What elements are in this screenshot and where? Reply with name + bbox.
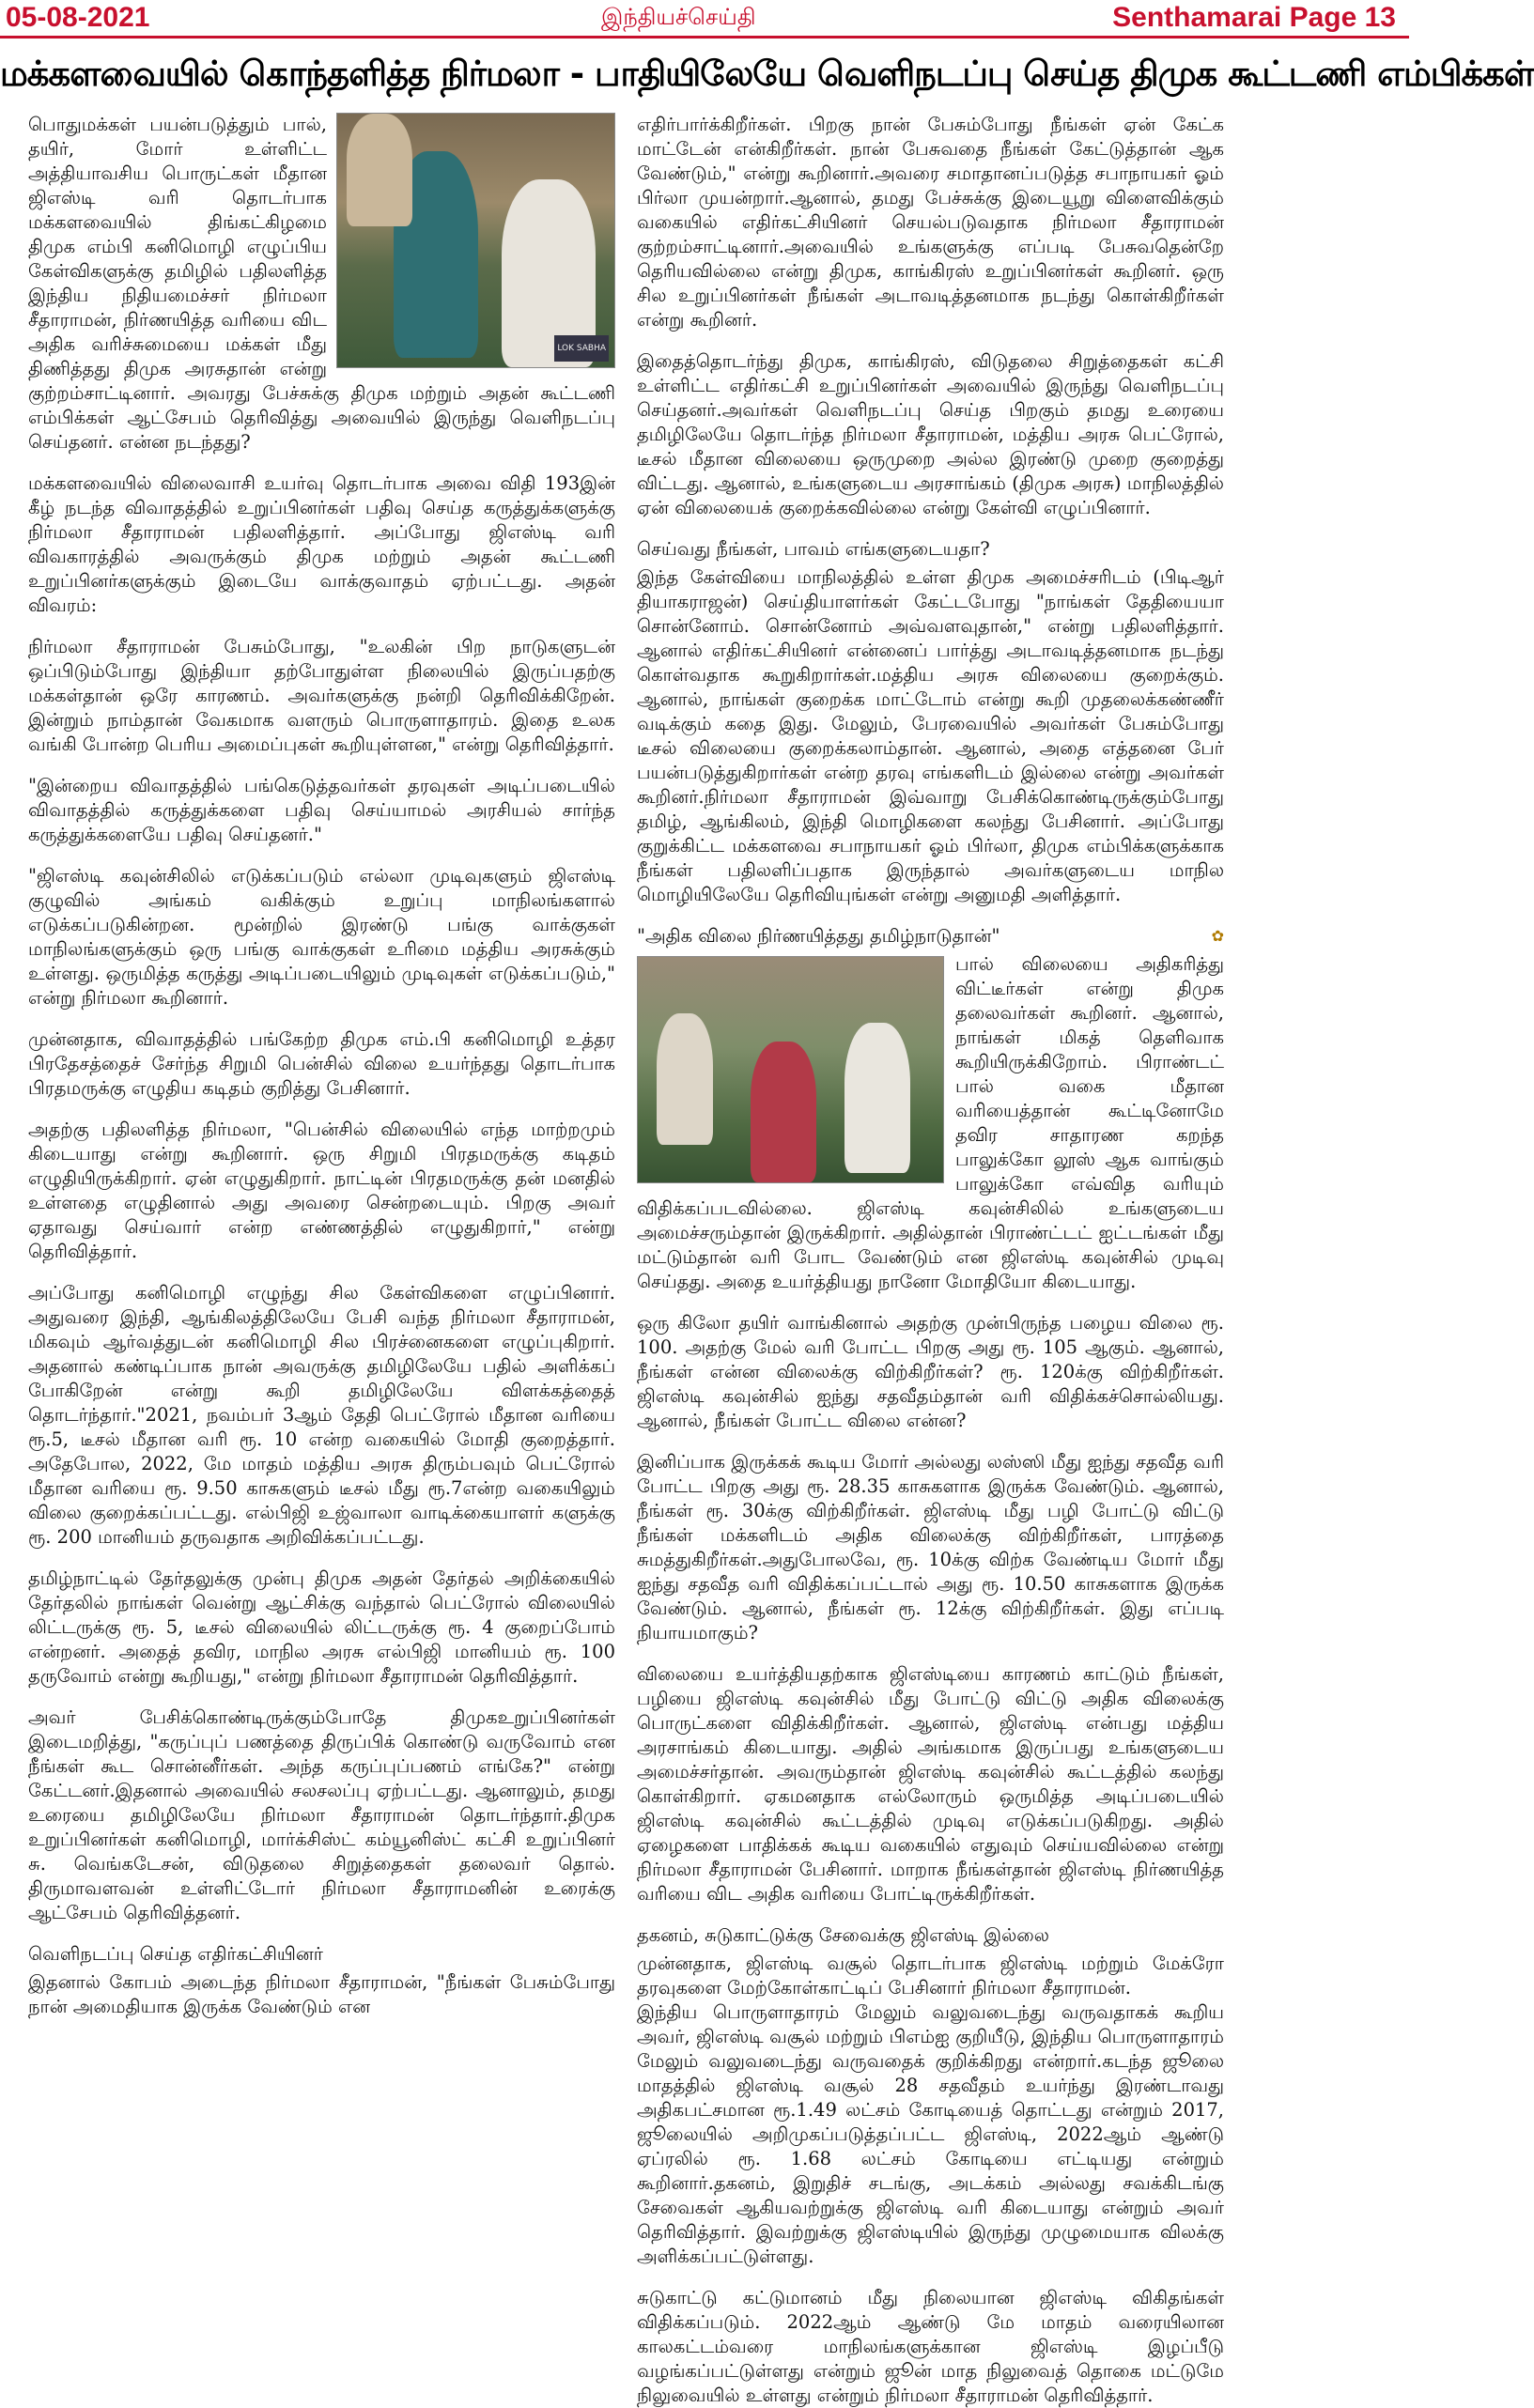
article-paragraph: இந்த கேள்வியை மாநிலத்தில் உள்ள திமுக அமைச்சரிடம் (பிடிஆர் தியாகராஜன்) செய்தியாளர்கள் கேட்டபோது "நாங்கள் தேதியையா சொன்னோம். சொன்னோம் அவ்வளவுதான்," என்று பதிலளித்தார். ஆனால் எதிர்கட்சியினர் என்னைப் பார்த்து அடாவடித்தனமாக நடந்து கொள்வதாக கூறுகிறார்கள்.மத்திய அரசு விலையை குறைக்கும். ஆனால், நாங்கள் குறைக்க மாட்டோம் என்று கூறி முதலைக்கண்ணீர் வடிக்கும் கதை இது. மேலும், பேரவையில் அவர்கள் பேசும்போது டீசல் விலையை குறைக்கலாம்தான். ஆனால், அதை எத்தனை பேர் பயன்படுத்துகிறார்கள் என்ற தரவு எங்களிடம் இல்லை என்று அவர்கள் கூறினர்.நிர்மலா சீதாராமன் இவ்வாறு பேசிக்கொண்டிருக்கும்போது தமிழ், ஆங்கிலம், இந்தி மொழிகளை கலந்து பேசினார். அப்போது குறுக்கிட்ட மக்களவை சபாநாயகர் ஓம் பிர்லா, திமுக எம்பிக்களுக்காக நீங்கள் பதிலளிப்பதாக இருந்தால் அவர்களுடைய மாநில மொழியிலேயே தெரிவியுங்கள் என்று அனுமதி அளித்தார். — [637, 566, 1224, 905]
article-paragraph: மக்களவையில் விலைவாசி உயர்வு தொடர்பாக அவை விதி 193இன் கீழ் நடந்த விவாதத்தில் உறுப்பினர்கள் பதிவு செய்த கருத்துக்களுக்கு நிர்மலா சீதாராமன் பதிலளித்தார். அப்போது ஜிஎஸ்டி வரி விவகாரத்தில் அவருக்கும் திமுக மற்றும் அதன் கூட்டணி உறுப்பினர்களுக்கும் இடையே வாக்குவாதம் ஏற்பட்டது. அதன் விவரம்: — [28, 472, 615, 616]
masthead-rule — [0, 36, 1409, 39]
article-paragraph: இந்திய பொருளாதாரம் மேலும் வலுவடைந்து வருவதாகக் கூறிய அவர், ஜிஎஸ்டி வசூல் மற்றும் பிஎம்ஐ குறியீடு, இந்திய பொருளாதாரம் மேலும் வலுவடைந்து வருவதைக் குறிக்கிறது என்றார்.கடந்த ஜூலை மாதத்தில் ஜிஎஸ்டி வசூல் 28 சதவீதம் உயர்ந்து இரண்டாவது அதிகபட்சமான ரூ.1.49 லட்சம் கோடியைத் தொட்டது என்றும் 2017, ஜூலையில் அறிமுகப்படுத்தப்பட்ட ஜிஎஸ்டி, 2022ஆம் ஆண்டு ஏப்ரலில் ரூ. 1.68 லட்சம் கோடியை எட்டியது என்றும் கூறினார்.தகனம், இறுதிச் சடங்கு, அடக்கம் அல்லது சவக்கிடங்கு சேவைகள் ஆகியவற்றுக்கு ஜிஎஸ்டி வரி கிடையாது என்றும் அவர் தெரிவித்தார். இவற்றுக்கு ஜிஎஸ்டியில் இருந்து முழுமையாக விலக்கு அளிக்கப்பட்டுள்ளது. — [637, 2001, 1224, 2267]
photo-caption-tag: LOK SABHA — [554, 335, 609, 362]
headline: மக்களவையில் கொந்தளித்த நிர்மலா - பாதியிலேயே வெளிநடப்பு செய்த திமுக கூட்டணி எம்பிக்கள் — [0, 54, 1534, 94]
article-paragraph: இதனால் கோபம் அடைந்த நிர்மலா சீதாராமன், "நீங்கள் பேசும்போது நான் அமைதியாக இருக்க வேண்டும் என — [28, 1971, 615, 2017]
article-paragraph: பால் விலையை அதிகரித்து விட்டீர்கள் என்று திமுக தலைவர்கள் கூறினர். ஆனால், நாங்கள் மிகத் தெளிவாக கூறியிருக்கிறோம். பிராண்டட் பால் வகை மீதான வரியைத்தான் கூட்டினோமே தவிர சாதாரண கறந்த பாலுக்கோ லூஸ் ஆக வாங்கும் பாலுக்கோ எவ்வித வரியும் விதிக்கப்படவில்லை. ஜிஎஸ்டி கவுன்சிலில் உங்களுடைய அமைச்சரும்தான் இருக்கிறார். அதில்தான் பிராண்ட்டட் ஐட்டங்கள் மீது மட்டும்தான் வரி போட வேண்டும் என ஜிஎஸ்டி கவுன்சில் முடிவு செய்தது. அதை உயர்த்தியது நானோ மோதியோ கிடையாது. — [637, 953, 1224, 1292]
article-paragraph: முன்னதாக, ஜிஎஸ்டி வசூல் தொடர்பாக ஜிஎஸ்டி மற்றும் மேக்ரோ தரவுகளை மேற்கோள்காட்டிப் பேசினார் நிர்மலா சீதாராமன். — [637, 1953, 1224, 1999]
article-paragraph: முன்னதாக, விவாதத்தில் பங்கேற்ற திமுக எம்.பி கனிமொழி உத்தர பிரதேசத்தைச் சேர்ந்த சிறுமி பென்சில் விலை உயர்ந்தது தொடர்பாக பிரதமருக்கு எழுதிய கடிதம் குறித்து பேசினார். — [28, 1028, 615, 1099]
photo-figure — [347, 114, 412, 226]
article-paragraph: விலையை உயர்த்தியதற்காக ஜிஎஸ்டியை காரணம் காட்டும் நீங்கள், பழியை ஜிஎஸ்டி கவுன்சில் மீது போட்டு விட்டு அதிக விலைக்கு பொருட்களை விதிக்கிறீர்கள். ஆனால், ஜிஎஸ்டி என்பது மத்திய அரசாங்கம் கிடையாது. அதில் அங்கமாக இருப்பது உங்களுடைய அமைச்சர்தான். அவரும்தான் ஜிஎஸ்டி கவுன்சில் கூட்டத்தில் கலந்து கொள்கிறார். ஏகமனதாக எல்லோரும் ஒருமித்த அடிப்படையில் ஜிஎஸ்டி கவுன்சில் கூட்டத்தில் முடிவு எடுக்கப்படுகிறது. அதில் ஏழைகளை பாதிக்கக் கூடிய வகையில் எதுவும் செய்யவில்லை என்று நிர்மலா சீதாராமன் பேசினார். மாறாக நீங்கள்தான் ஜிஎஸ்டி நிர்ணயித்த வரியை விட அதிக வரியை போட்டிருக்கிறீர்கள். — [637, 1663, 1224, 1905]
subheading — [637, 924, 1224, 949]
article-paragraph: "ஜிஎஸ்டி கவுன்சிலில் எடுக்கப்படும் எல்லா முடிவுகளும் ஜிஎஸ்டி குழுவில் அங்கம் வகிக்கும் உறுப்பு மாநிலங்களால் எடுக்கப்படுகின்றன. மூன்றில் இரண்டு பங்கு வாக்குகள் மாநிலங்களுக்கும் ஒரு பங்கு வாக்குகள் உரிமை மத்திய அரசுக்கும் உள்ளது. ஒருமித்த கருத்து அடிப்படையிலும் முடிவுகள் எடுக்கப்படும்," என்று நிர்மலா கூறினார். — [28, 865, 615, 1009]
paper-name: Senthamarai — [1112, 2, 1282, 33]
article-paragraph: நிர்மலா சீதாராமன் பேசும்போது, "உலகின் பிற நாடுகளுடன் ஒப்பிடும்போது இந்தியா தற்போதுள்ள நிலையில் இருப்பதற்கு மக்கள்தான் ஒரே காரணம். அவர்களுக்கு நன்றி தெரிவிக்கிறேன். இன்றும் நாம்தான் வேகமாக வளரும் பொருளாதாரம். இதை உலக வங்கி போன்ற பெரிய அமைப்புகள் கூறியுள்ளன," என்று தெரிவித்தார். — [28, 636, 615, 755]
issue-date: 05-08-2021 — [6, 2, 150, 33]
article-paragraph: அப்போது கனிமொழி எழுந்து சில கேள்விகளை எழுப்பினார். அதுவரை இந்தி, ஆங்கிலத்திலேயே பேசி வந்த நிர்மலா சீதாராமன், மிகவும் ஆர்வத்துடன் கனிமொழி சில பிரச்னைகளை எழுப்புகிறார். அதனால் கண்டிப்பாக நான் அவருக்கு தமிழிலேயே பதில் அளிக்கப் போகிறேன் என்று கூறி தமிழிலேயே விளக்கத்தைத் தொடர்ந்தார்."2021, நவம்பர் 3ஆம் தேதி பெட்ரோல் மீதான வரியை ரூ.5, டீசல் மீதான வரி ரூ. 10 என்ற வகையில் மோதி குறைத்தார். அதேபோல, 2022, மே மாதம் மத்திய அரசு திரும்பவும் பெட்ரோல் மீதான வரியை ரூ. 9.50 காசுகளும் டீசல் மீது ரூ.7என்ற வகையிலும் விலை குறைக்கப்பட்டது. எல்பிஜி உஜ்வாலா வாடிக்கையாளர் களுக்கு ரூ. 200 மானியம் தருவதாக அறிவிக்கப்பட்டது. — [28, 1282, 615, 1548]
right-column — [637, 113, 1224, 2406]
page-number: Page 13 — [1289, 2, 1396, 33]
photo-house-session — [637, 956, 944, 1183]
subheading-text: "அதிக விலை நிர்ணயித்தது தமிழ்நாடுதான்" — [637, 925, 1000, 947]
subheading: வெளிநடப்பு செய்த எதிர்கட்சியினர் — [28, 1943, 323, 1965]
section-name: இந்தியச்செய்தி — [601, 4, 756, 30]
photo-figure — [657, 1013, 713, 1145]
photo-figure — [844, 1023, 910, 1173]
article-paragraph: இதைத்தொடர்ந்து திமுக, காங்கிரஸ், விடுதலை சிறுத்தைகள் கட்சி உள்ளிட்ட எதிர்கட்சி உறுப்பினர்கள் அவையில் இருந்து வெளிநடப்பு செய்தனர்.அவர்கள் வெளிநடப்பு செய்த பிறகும் தமது உரையை தமிழிலேயே தொடர்ந்த நிர்மலா சீதாராமன், மத்திய அரசு பெட்ரோல், டீசல் மீதான விலையை ஒருமுறை அல்ல இரண்டு முறை குறைத்து விட்டது. ஆனால், உங்களுடைய அரசாங்கம் (திமுக அரசு) மாநிலத்தில் ஏன் விலையைக் குறைக்கவில்லை என்று கேள்வி எழுப்பினார். — [637, 350, 1224, 518]
paper-page-label — [1112, 2, 1396, 34]
left-column — [28, 113, 615, 2169]
article-paragraph: ஒரு கிலோ தயிர் வாங்கினால் அதற்கு முன்பிருந்த பழைய விலை ரூ. 100. அதற்கு மேல் வரி போட்ட பிறகு அது ரூ. 105 ஆகும். ஆனால், நீங்கள் என்ன விலைக்கு விற்கிறீர்கள்? ரூ. 120க்கு விற்கிறீர்கள். ஜிஎஸ்டி கவுன்சில் ஐந்து சதவீதம்தான் வரி விதிக்கச்சொல்லியது. ஆனால், நீங்கள் போட்ட விலை என்ன? — [637, 1312, 1224, 1431]
subheading: செய்வது நீங்கள், பாவம் எங்களுடையதா? — [637, 538, 990, 560]
article-paragraph: அவர் பேசிக்கொண்டிருக்கும்போதே திமுகஉறுப்பினர்கள் இடைமறித்து, "கருப்புப் பணத்தை திருப்பிக் கொண்டு வருவோம் என நீங்கள் கூட சொன்னீர்கள். அந்த கருப்புப்பணம் எங்கே?" என்று கேட்டனர்.இதனால் அவையில் சலசலப்பு ஏற்பட்டது. ஆனாலும், தமது உரையை தமிழிலேயே நிர்மலா சீதாராமன் தொடர்ந்தார்.திமுக உறுப்பினர்கள் கனிமொழி, மார்க்சிஸ்ட் கம்யூனிஸ்ட் கட்சி உறுப்பினர் சு. வெங்கடேசன், விடுதலை சிறுத்தைகள் தலைவர் தொல். திருமாவளவன் உள்ளிட்டோர் நிர்மலா சீதாராமனின் உரைக்கு ஆட்சேபம் தெரிவித்தனர். — [28, 1706, 615, 1923]
masthead — [0, 0, 1409, 34]
article-paragraph: அதற்கு பதிலளித்த நிர்மலா, "பென்சில் விலையில் எந்த மாற்றமும் கிடையாது என்று கூறினார். ஒரு சிறுமி பிரதமருக்கு கடிதம் எழுதியிருக்கிறார். ஏன் எழுதுகிறார். நாட்டின் பிரதமருக்கு தன் மனதில் உள்ளதை எழுதினால் அது அவரை சென்றடையும். பிறகு அவர் ஏதாவது செய்வார் என்ற எண்ணத்தில் எழுதுகிறார்," என்று தெரிவித்தார். — [28, 1119, 615, 1262]
article-paragraph: தமிழ்நாட்டில் தேர்தலுக்கு முன்பு திமுக அதன் தேர்தல் அறிக்கையில் தேர்தலில் நாங்கள் வென்று ஆட்சிக்கு வந்தால் பெட்ரோல் விலையில் லிட்டருக்கு ரூ. 5, டீசல் விலையில் லிட்டருக்கு ரூ. 4 குறைப்போம் என்றனர். அதைத் தவிர, மாநில அரசு எல்பிஜி மானியம் ரூ. 100 தருவோம் என்று கூறியது," என்று நிர்மலா சீதாராமன் தெரிவித்தார். — [28, 1567, 615, 1687]
article-paragraph: இனிப்பாக இருக்கக் கூடிய மோர் அல்லது லஸ்ஸி மீது ஐந்து சதவீத வரி போட்ட பிறகு அது ரூ. 28.35 காசுகளாக இருக்க வேண்டும். ஆனால், நீங்கள் ரூ. 30க்கு விற்கிறீர்கள். ஜிஎஸ்டி மீது பழி போட்டு விட்டு நீங்கள் மக்களிடம் அதிக விலைக்கு விற்கிறீர்கள், பாரத்தை சுமத்துகிறீர்கள்.அதுபோலவே, ரூ. 10க்கு விற்க வேண்டிய மோர் மீது ஐந்து சதவீத வரி விதிக்கப்பட்டால் அது ரூ. 10.50 காசுகளாக இருக்க வேண்டும். ஆனால், நீங்கள் ரூ. 12க்கு விற்கிறீர்கள். இது எப்படி நியாயமாகும்? — [637, 1451, 1224, 1644]
photo-figure — [751, 1042, 816, 1182]
photo-nirmala-speaking — [336, 113, 615, 368]
article-paragraph: சுடுகாட்டு கட்டுமானம் மீது நிலையான ஜிஎஸ்டி விகிதங்கள் விதிக்கப்படும். 2022ஆம் ஆண்டு மே மாதம் வரையிலான காலகட்டம்வரை மாநிலங்களுக்கான ஜிஎஸ்டி இழப்பீடு வழங்கப்பட்டுள்ளது என்றும் ஜூன் மாத நிலுவைத் தொகை மட்டுமே நிலுவையில் உள்ளது என்றும் நிர்மலா சீதாராமன் தெரிவித்தார். — [637, 2287, 1224, 2406]
article-paragraph: "இன்றைய விவாதத்தில் பங்கெடுத்தவர்கள் தரவுகள் அடிப்படையில் விவாதத்தில் கருத்துக்களை பதிவு செய்யாமல் அரசியல் சார்ந்த கருத்துக்களையே பதிவு செய்தனர்." — [28, 775, 615, 845]
subheading: தகனம், சுடுகாட்டுக்கு சேவைக்கு ஜிஎஸ்டி இல்லை — [637, 1924, 1049, 1946]
article-paragraph: பொதுமக்கள் பயன்படுத்தும் பால், தயிர், மோர் உள்ளிட்ட அத்தியாவசிய பொருட்கள் மீதான ஜிஎஸ்டி வரி தொடர்பாக மக்களவையில் திங்கட்கிழமை திமுக எம்பி கனிமொழி எழுப்பிய கேள்விகளுக்கு தமிழில் பதிலளித்த இந்திய நிதியமைச்சர் நிர்மலா சீதாராமன், நிர்ணயித்த வரியை விட அதிக வரிச்சுமையை மக்கள் மீது திணித்தது திமுக அரசுதான் என்று குற்றம்சாட்டினார். அவரது பேச்சுக்கு திமுக மற்றும் அதன் கூட்டணி எம்பிக்கள் ஆட்சேபம் தெரிவித்து அவையில் இருந்து வெளிநடப்பு செய்தனர். என்ன நடந்தது? — [28, 114, 615, 453]
ornament-icon: ✿ — [1211, 927, 1224, 945]
article-paragraph: எதிர்பார்க்கிறீர்கள். பிறகு நான் பேசும்போது நீங்கள் ஏன் கேட்க மாட்டேன் என்கிறீர்கள். நான் பேசுவதை நீங்கள் கேட்டுத்தான் ஆக வேண்டும்," என்று கூறினார்.அவரை சமாதானப்படுத்த சபாநாயகர் ஓம் பிர்லா முயன்றார்.ஆனால், தமது பேச்சுக்கு இடையூறு விளைவிக்கும் வகையில் எதிர்கட்சியினர் செயல்படுவதாக நிர்மலா சீதாராமன் குற்றம்சாட்டினார்.அவையில் உங்களுக்கு எப்படி பேசுவதென்றே தெரியவில்லை என்று திமுக, காங்கிரஸ் உறுப்பினர்கள் கூறினர். ஒரு சில உறுப்பினர்கள் நீங்கள் அடாவடித்தனமாக நடந்து கொள்கிறீர்கள் என்று கூறினர். — [637, 114, 1224, 331]
